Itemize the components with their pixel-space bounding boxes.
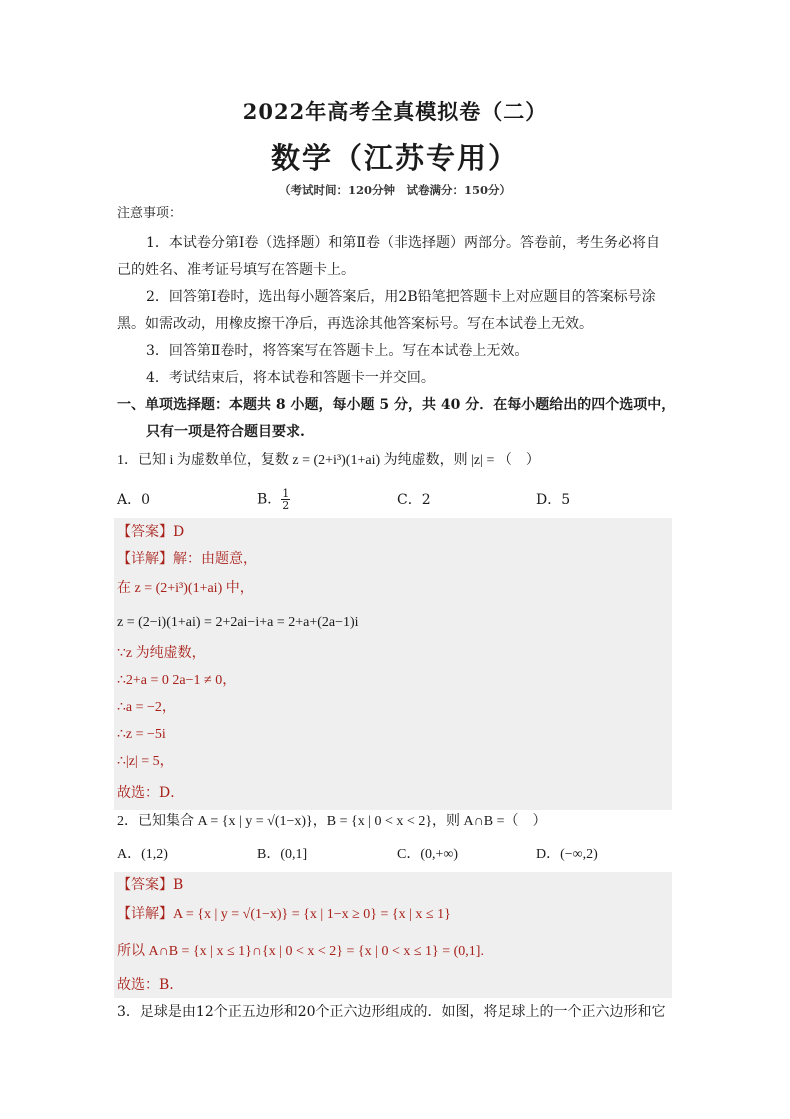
exam-info: （考试时间：120分钟 试卷满分：150分） bbox=[278, 183, 511, 197]
note-line-2b: 黑。如需改动，用橡皮擦干净后，再选涂其他答案标号。写在本试卷上无效。 bbox=[117, 316, 593, 332]
q2-option-c: C．(0,+∞) bbox=[397, 847, 459, 862]
q1-option-d: D．5 bbox=[536, 492, 571, 508]
q2-conclusion: 故选：B. bbox=[117, 977, 174, 993]
section-heading-2: 只有一项是符合题目要求. bbox=[146, 424, 305, 440]
note-line-4: 4．考试结束后，将本试卷和答题卡一并交回。 bbox=[146, 370, 435, 386]
q1-option-a: A．0 bbox=[117, 492, 151, 508]
q1-answer: 【答案】D bbox=[117, 524, 185, 540]
q2-step-1: 所以 A∩B = {x | x ≤ 1}∩{x | 0 < x < 2} = {x | 0 < x ≤ 1} = (0,1]. bbox=[117, 944, 484, 959]
q2-detail: 【详解】A = {x | y = √(1−x)} = {x | 1−x ≥ 0} = {x | x ≤ 1} bbox=[117, 907, 451, 922]
q1-option-b: B． $\frac{1}{2}$ bbox=[257, 487, 290, 512]
q2-stem: 2．已知集合 A = {x | y = √(1−x)}，B = {x | 0 < x < 2}，则 A∩B =（ ） bbox=[117, 814, 547, 829]
note-line-2a: 2．回答第Ⅰ卷时，选出每小题答案后，用2B铅笔把答题卡上对应题目的答案标号涂 bbox=[146, 289, 656, 305]
q2-answer-block bbox=[114, 872, 672, 998]
q1-step-1: 在 z = (2+i³)(1+ai) 中， bbox=[117, 581, 254, 596]
q1-step-2: z = (2−i)(1+ai) = 2+2ai−i+a = 2+a+(2a−1)i bbox=[117, 615, 359, 630]
q2-option-d: D．(−∞,2) bbox=[536, 847, 598, 862]
note-line-1b: 己的姓名、准考证号填写在答题卡上。 bbox=[117, 262, 355, 278]
note-line-3: 3．回答第Ⅱ卷时，将答案写在答题卡上。写在本试卷上无效。 bbox=[146, 343, 529, 359]
q1-option-c: C．2 bbox=[397, 492, 431, 508]
q2-answer: 【答案】B bbox=[117, 877, 184, 893]
q1-stem: 1．已知 i 为虚数单位，复数 z = (2+i³)(1+ai) 为纯虚数，则 |z| = （ ） bbox=[117, 453, 540, 468]
q2-option-a: A．(1,2) bbox=[117, 847, 168, 862]
q1-step-5: ∴a = −2， bbox=[117, 700, 176, 715]
note-line-1a: 1．本试卷分第Ⅰ卷（选择题）和第Ⅱ卷（非选择题）两部分。答卷前，考生务必将自 bbox=[146, 235, 660, 251]
q1-step-6: ∴z = −5i bbox=[117, 727, 166, 742]
exam-subject: 数学（江苏专用） bbox=[270, 141, 519, 175]
q1-step-7: ∴|z| = 5， bbox=[117, 754, 174, 769]
q3-stem: 3．足球是由12个正五边形和20个正六边形组成的．如图，将足球上的一个正六边形和它 bbox=[117, 1004, 666, 1020]
q1-conclusion: 故选：D． bbox=[117, 785, 185, 801]
q1-step-3: ∵z 为纯虚数， bbox=[117, 646, 206, 661]
q1-step-4: ∴2+a = 0 2a−1 ≠ 0， bbox=[117, 673, 237, 688]
q2-option-b: B．(0,1] bbox=[257, 847, 308, 862]
section-heading-1: 一、单项选择题：本题共 8 小题，每小题 5 分，共 40 分．在每小题给出的四个选项中， bbox=[117, 397, 676, 413]
q1-detail: 【详解】解：由题意， bbox=[117, 551, 257, 567]
exam-title: 2022年高考全真模拟卷（二） bbox=[242, 99, 548, 124]
notes-heading: 注意事项： bbox=[117, 206, 183, 221]
